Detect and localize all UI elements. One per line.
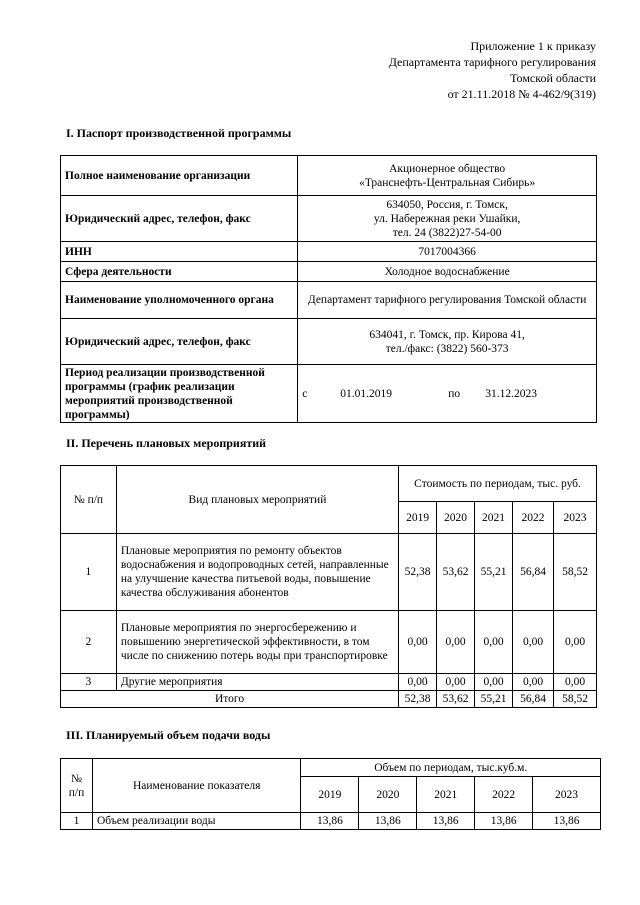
year-header: 2023 (533, 777, 601, 813)
year-header: 2019 (399, 502, 437, 534)
header-line: Томской области (510, 71, 596, 85)
row-label: Юридический адрес, телефон, факс (61, 319, 298, 365)
row-value: 634050, Россия, г. Томск, ул. Набережная реки Ушайки, тел. 24 (3822)27-54-00 (298, 196, 597, 242)
header-line: от 21.11.2018 № 4-462/9(319) (447, 87, 596, 101)
row-value: 58,52 (554, 534, 597, 611)
row-value: 0,00 (475, 674, 513, 691)
table-row (61, 156, 597, 196)
row-value: 13,86 (301, 813, 359, 830)
total-value: 56,84 (513, 691, 554, 708)
table-row (61, 196, 597, 242)
row-value: 13,86 (533, 813, 601, 830)
year-header: 2021 (475, 502, 513, 534)
section1-title: I. Паспорт производственной программы (66, 126, 292, 140)
table-header-row (61, 759, 601, 777)
total-value: 52,38 (399, 691, 437, 708)
row-label: Сфера деятельности (61, 262, 298, 282)
row-value: 56,84 (513, 534, 554, 611)
row-name: Другие мероприятия (116, 674, 398, 691)
table-row (61, 674, 597, 691)
table-row (61, 534, 597, 611)
col-name-header: Наименование показателя (92, 759, 301, 813)
passport-table (60, 155, 597, 423)
year-header: 2020 (437, 502, 475, 534)
water-volume-table (60, 758, 601, 830)
row-value: Холодное водоснабжение (298, 262, 597, 282)
row-value: 0,00 (513, 674, 554, 691)
table-row (61, 262, 597, 282)
row-number: 3 (61, 674, 117, 691)
period-value: с 01.01.2019 по 31.12.2023 (298, 365, 597, 423)
col-num-header: № п/п (61, 759, 93, 813)
row-value: 55,21 (475, 534, 513, 611)
row-value: Департамент тарифного регулирования Томской области (298, 282, 597, 319)
year-header: 2022 (475, 777, 533, 813)
appendix-header (389, 38, 596, 102)
activities-table (60, 465, 597, 708)
row-value: 52,38 (399, 534, 437, 611)
year-header: 2020 (359, 777, 417, 813)
row-label: Полное наименование организации (61, 156, 298, 196)
row-name: Плановые мероприятия по ремонту объектов водоснабжения и водопроводных сетей, направленные на улучшение качества питьевой воды, повышение качества обслуживания абонентов (116, 534, 398, 611)
section3-title: III. Планируемый объем подачи воды (66, 728, 271, 742)
row-value: 0,00 (475, 611, 513, 674)
total-row (61, 691, 597, 708)
col-name-header: Вид плановых мероприятий (116, 466, 398, 534)
table-header-row (61, 466, 597, 502)
row-label: Наименование уполномоченного органа (61, 282, 298, 319)
table-row (61, 611, 597, 674)
table-row (61, 813, 601, 830)
row-value: 53,62 (437, 534, 475, 611)
row-value: 0,00 (399, 611, 437, 674)
row-value: 0,00 (554, 611, 597, 674)
row-value: 13,86 (359, 813, 417, 830)
row-value: 7017004366 (298, 242, 597, 262)
table-row (61, 242, 597, 262)
year-header: 2019 (301, 777, 359, 813)
row-name: Объем реализации воды (92, 813, 301, 830)
table-row (61, 365, 597, 423)
year-header: 2022 (513, 502, 554, 534)
section2-title: II. Перечень плановых мероприятий (66, 436, 267, 450)
row-value: 0,00 (554, 674, 597, 691)
col-num-header: № п/п (61, 466, 117, 534)
col-cost-header: Стоимость по периодам, тыс. руб. (399, 466, 597, 502)
total-value: 53,62 (437, 691, 475, 708)
row-number: 2 (61, 611, 117, 674)
total-value: 55,21 (475, 691, 513, 708)
header-line: Приложение 1 к приказу (470, 39, 596, 53)
header-line: Департамента тарифного регулирования (388, 55, 596, 69)
row-label: ИНН (61, 242, 298, 262)
row-value: 0,00 (399, 674, 437, 691)
table-row (61, 319, 597, 365)
row-value: 634041, г. Томск, пр. Кирова 41, тел./факс: (3822) 560-373 (298, 319, 597, 365)
row-value: 0,00 (437, 674, 475, 691)
row-label: Период реализации производственной программы (график реализации мероприятий производственной программы) (61, 365, 298, 423)
year-header: 2021 (417, 777, 475, 813)
row-label: Юридический адрес, телефон, факс (61, 196, 298, 242)
row-value: Акционерное общество «Транснефть-Центральная Сибирь» (298, 156, 597, 196)
row-value: 13,86 (475, 813, 533, 830)
table-row (61, 282, 597, 319)
col-volume-header: Объем по периодам, тыс.куб.м. (301, 759, 601, 777)
row-value: 0,00 (513, 611, 554, 674)
total-label: Итого (61, 691, 399, 708)
year-header: 2023 (554, 502, 597, 534)
row-value: 0,00 (437, 611, 475, 674)
row-value: 13,86 (417, 813, 475, 830)
row-number: 1 (61, 813, 93, 830)
row-name: Плановые мероприятия по энергосбережению и повышению энергетической эффективности, в том числе по снижению потерь воды при транспортировке (116, 611, 398, 674)
total-value: 58,52 (554, 691, 597, 708)
row-number: 1 (61, 534, 117, 611)
